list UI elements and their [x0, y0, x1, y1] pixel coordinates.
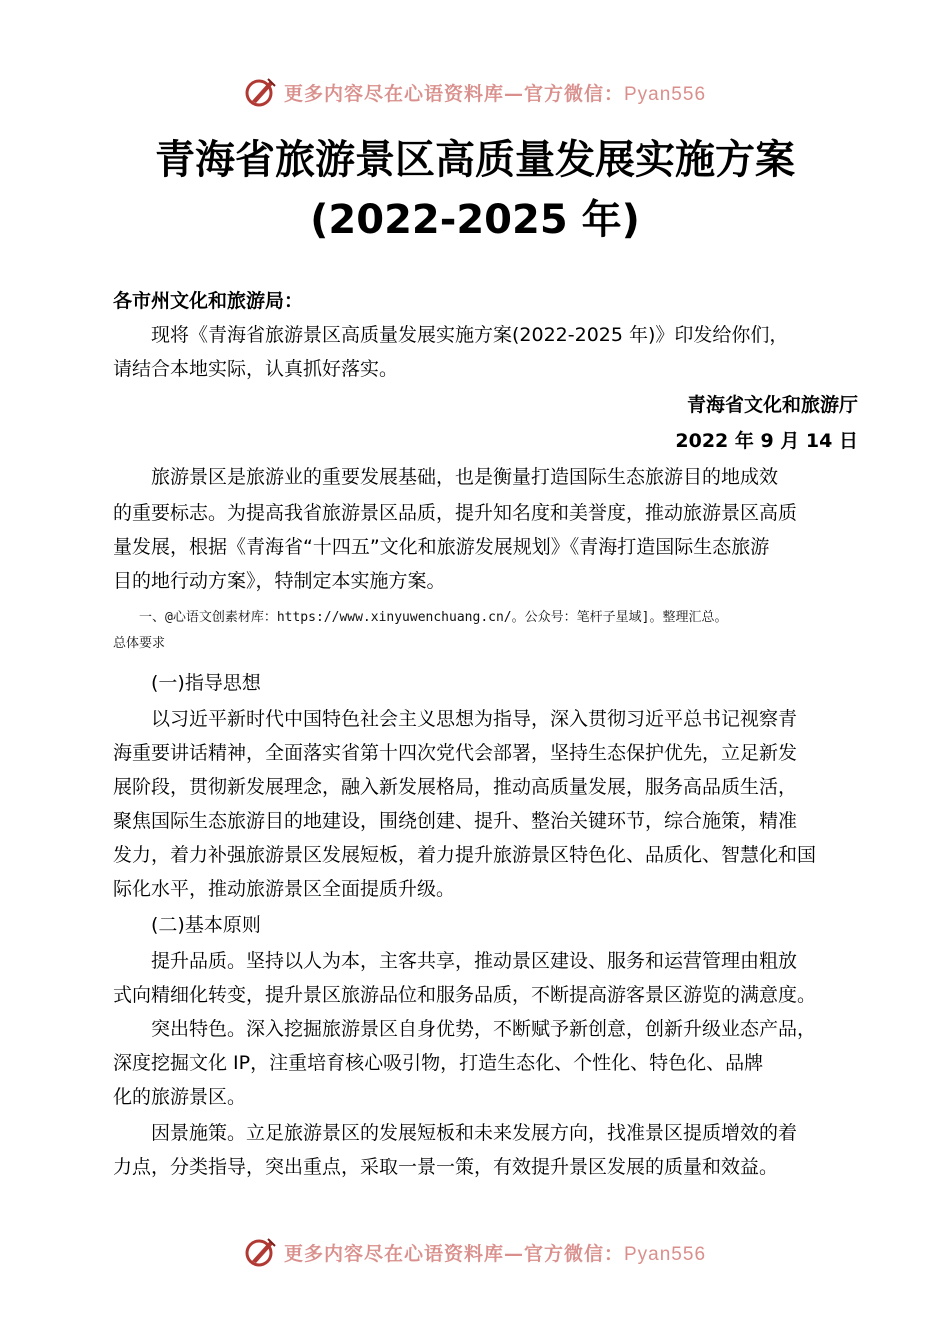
body-line: 量发展，根据《青海省“十四五”文化和旅游发展规划》《青海打造国际生态旅游: [113, 536, 770, 558]
watermark-inline-note: 一、@心语文创素材库：https://www.xinyuwenchuang.cn/。公众号：笔杆子星域]。整理汇总。: [113, 610, 728, 625]
banner-wechat-id: Pyan556: [624, 83, 707, 105]
document-title-line1: 青海省旅游景区高质量发展实施方案: [155, 137, 795, 183]
document-title-line2: (2022-2025 年): [310, 197, 640, 243]
body-line: 目的地行动方案》，特制定本实施方案。: [113, 570, 446, 592]
body-line: 力点，分类指导，突出重点，采取一景一策，有效提升景区发展的质量和效益。: [113, 1156, 779, 1178]
banner-text: [284, 1239, 706, 1266]
body-line: 深度挖掘文化 IP，注重培育核心吸引物，打造生态化、个性化、特色化、品牌: [113, 1052, 764, 1074]
subsection-heading: (一)指导思想: [113, 672, 261, 694]
subsection-heading: (二)基本原则: [113, 914, 261, 936]
banner-wechat-id: Pyan556: [624, 1243, 707, 1265]
body-line: 突出特色。深入挖掘旅游景区自身优势，不断赋予新创意，创新升级业态产品，: [113, 1018, 817, 1040]
issue-date: 2022 年 9 月 14 日: [675, 430, 858, 452]
body-line: 际化水平，推动旅游景区全面提质升级。: [113, 878, 456, 900]
banner-text-cn: 更多内容尽在心语资料库—官方微信：: [283, 82, 624, 105]
quill-ink-icon: [244, 1235, 278, 1269]
quill-ink-icon: [244, 75, 278, 109]
body-line: 海重要讲话精神，全面落实省第十四次党代会部署，坚持生态保护优先，立足新发: [113, 742, 798, 764]
body-line: 现将《青海省旅游景区高质量发展实施方案(2022-2025 年)》印发给你们，: [113, 324, 789, 346]
body-line: 展阶段，贯彻新发展理念，融入新发展格局，推动高质量发展，服务高品质生活，: [113, 776, 798, 798]
body-line: 以习近平新时代中国特色社会主义思想为指导，深入贯彻习近平总书记视察青: [113, 708, 798, 730]
footer-watermark-banner: [0, 1232, 950, 1272]
header-watermark-banner: [0, 72, 950, 112]
section-heading-continued: 总体要求: [113, 636, 166, 651]
salutation: 各市州文化和旅游局：: [113, 290, 304, 312]
banner-text: [284, 79, 706, 106]
body-line: 化的旅游景区。: [113, 1086, 247, 1108]
body-line: 旅游景区是旅游业的重要发展基础，也是衡量打造国际生态旅游目的地成效: [113, 466, 779, 488]
banner-text-cn: 更多内容尽在心语资料库—官方微信：: [283, 1242, 624, 1265]
issuer-name: 青海省文化和旅游厅: [686, 394, 858, 416]
body-line: 请结合本地实际，认真抓好落实。: [113, 358, 399, 380]
body-line: 发力，着力补强旅游景区发展短板，着力提升旅游景区特色化、品质化、智慧化和国: [113, 844, 817, 866]
body-line: 聚焦国际生态旅游目的地建设，围绕创建、提升、整治关键环节，综合施策，精准: [113, 810, 798, 832]
body-line: 的重要标志。为提高我省旅游景区品质，提升知名度和美誉度，推动旅游景区高质: [113, 502, 798, 524]
body-line: 式向精细化转变，提升景区旅游品位和服务品质，不断提高游客景区游览的满意度。: [113, 984, 817, 1006]
body-line: 提升品质。坚持以人为本，主客共享，推动景区建设、服务和运营管理由粗放: [113, 950, 798, 972]
body-line: 因景施策。立足旅游景区的发展短板和未来发展方向，找准景区提质增效的着: [113, 1122, 798, 1144]
